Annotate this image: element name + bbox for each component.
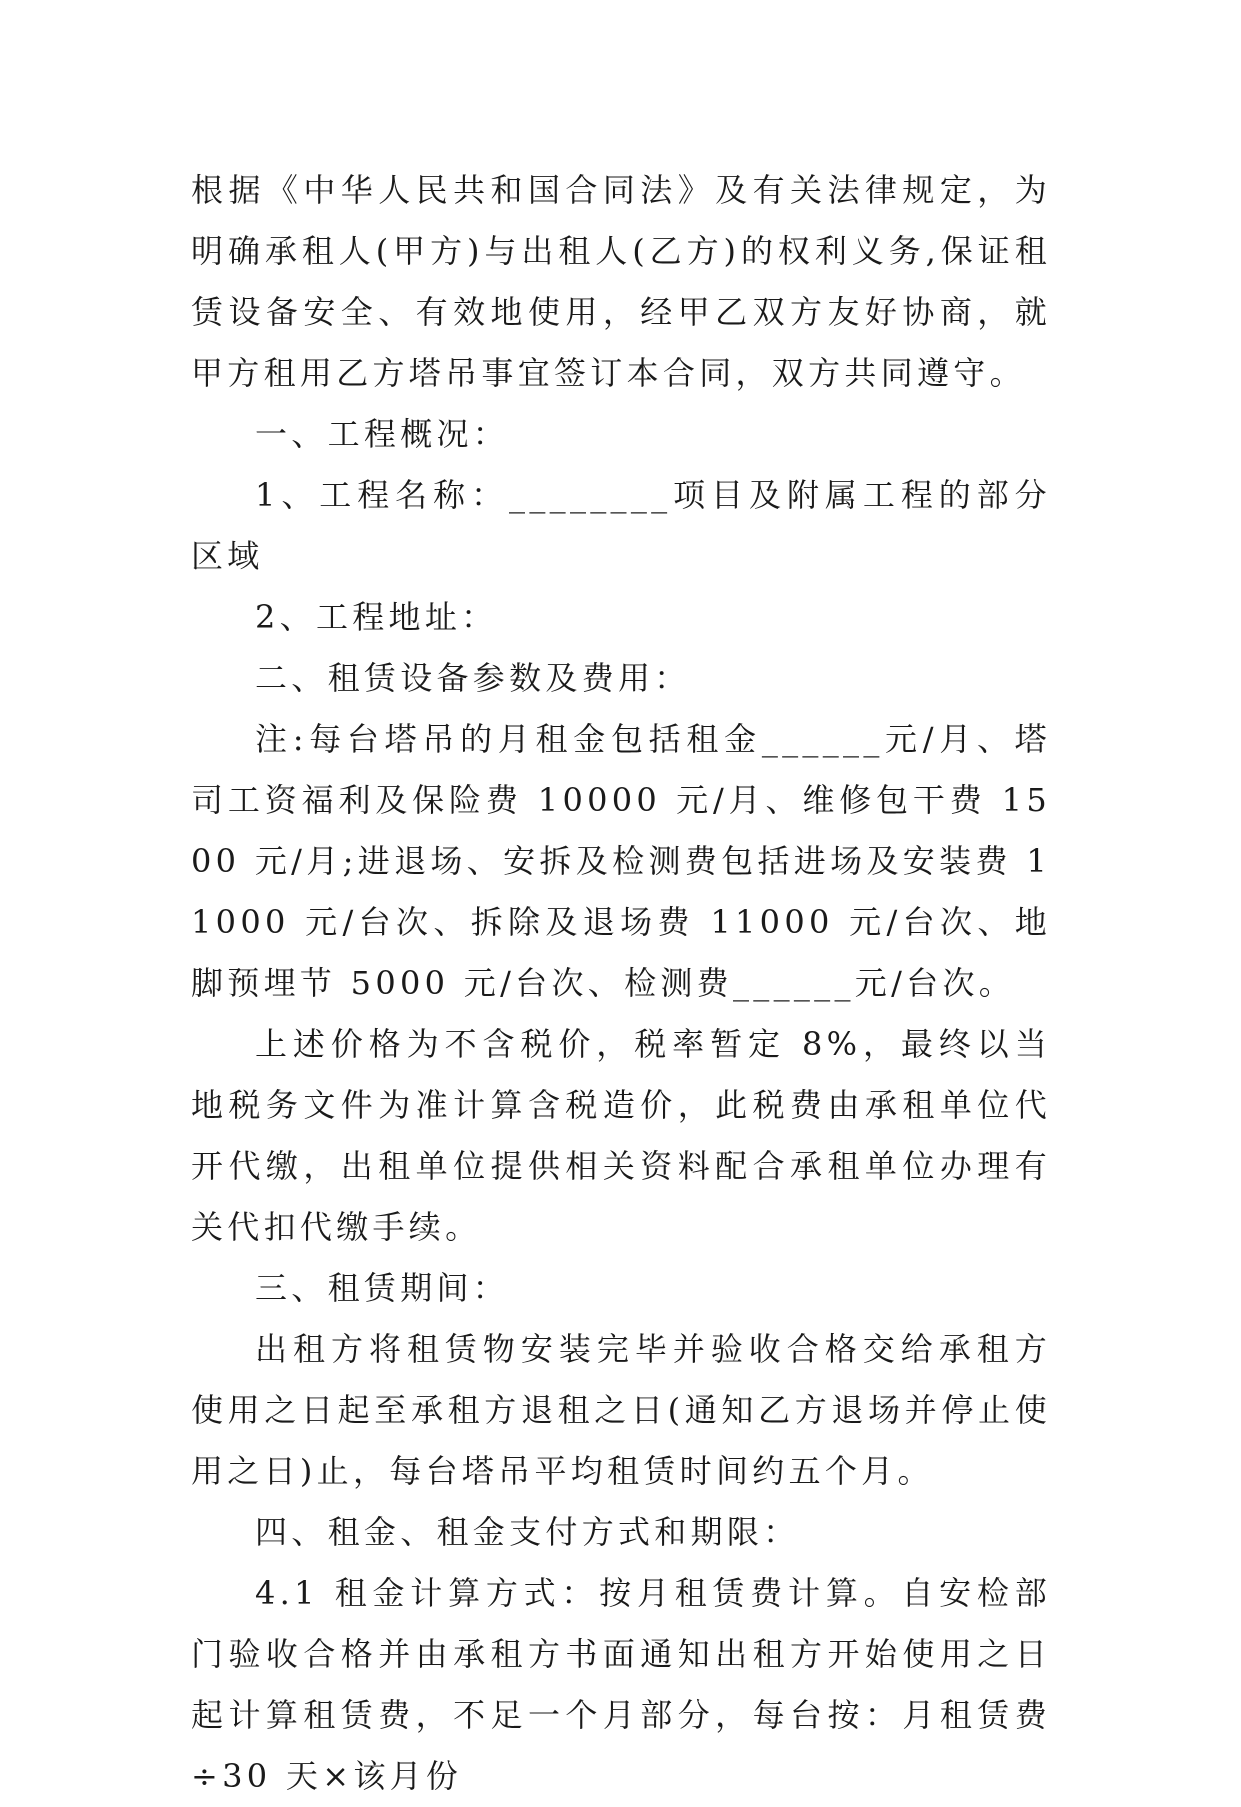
paragraph-tax-note: 上述价格为不含税价，税率暂定 8%，最终以当地税务文件为准计算含税造价，此税费由承租单位代开代缴，出租单位提供相关资料配合承租单位办理有关代扣代缴手续。 [191, 1025, 1051, 1246]
contract-page [191, 160, 1051, 1807]
paragraph-preamble: 根据《中华人民共和国合同法》及有关法律规定，为明确承租人(甲方)与出租人(乙方)的权利义务,保证租赁设备安全、有效地使用，经甲乙双方友好协商，就甲方租用乙方塔吊事宜签订本合同，双方共同遵守。 [191, 171, 1051, 392]
paragraph-fee-note: 注:每台塔吊的月租金包括租金______元/月、塔司工资福利及保险费 10000 元/月、维修包干费 1500 元/月;进退场、安拆及检测费包括进场及安装费 11000 元/台次、拆除及退场费 11000 元/台次、地脚预埋节 5000 元/台次、检测费______元/台次。 [191, 720, 1051, 1002]
paragraph-rent-calculation: 4.1 租金计算方式：按月租赁费计算。自安检部门验收合格并由承租方书面通知出租方开始使用之日起计算租赁费，不足一个月部分，每台按：月租赁费÷30 天×该月份 [191, 1574, 1051, 1795]
section-heading-rent-payment: 四、租金、租金支付方式和期限： [255, 1513, 800, 1551]
project-address-line: 2、工程地址： [255, 598, 498, 636]
section-heading-project-overview: 一、工程概况： [255, 415, 510, 453]
project-name-line: 1、工程名称：________项目及附属工程的部分区域 [191, 476, 1051, 575]
section-heading-lease-period: 三、租赁期间： [255, 1269, 510, 1307]
paragraph-lease-period: 出租方将租赁物安装完毕并验收合格交给承租方使用之日起至承租方退租之日(通知乙方退场并停止使用之日)止，每台塔吊平均租赁时间约五个月。 [191, 1330, 1051, 1490]
section-heading-equipment-fees: 二、租赁设备参数及费用： [255, 659, 691, 697]
